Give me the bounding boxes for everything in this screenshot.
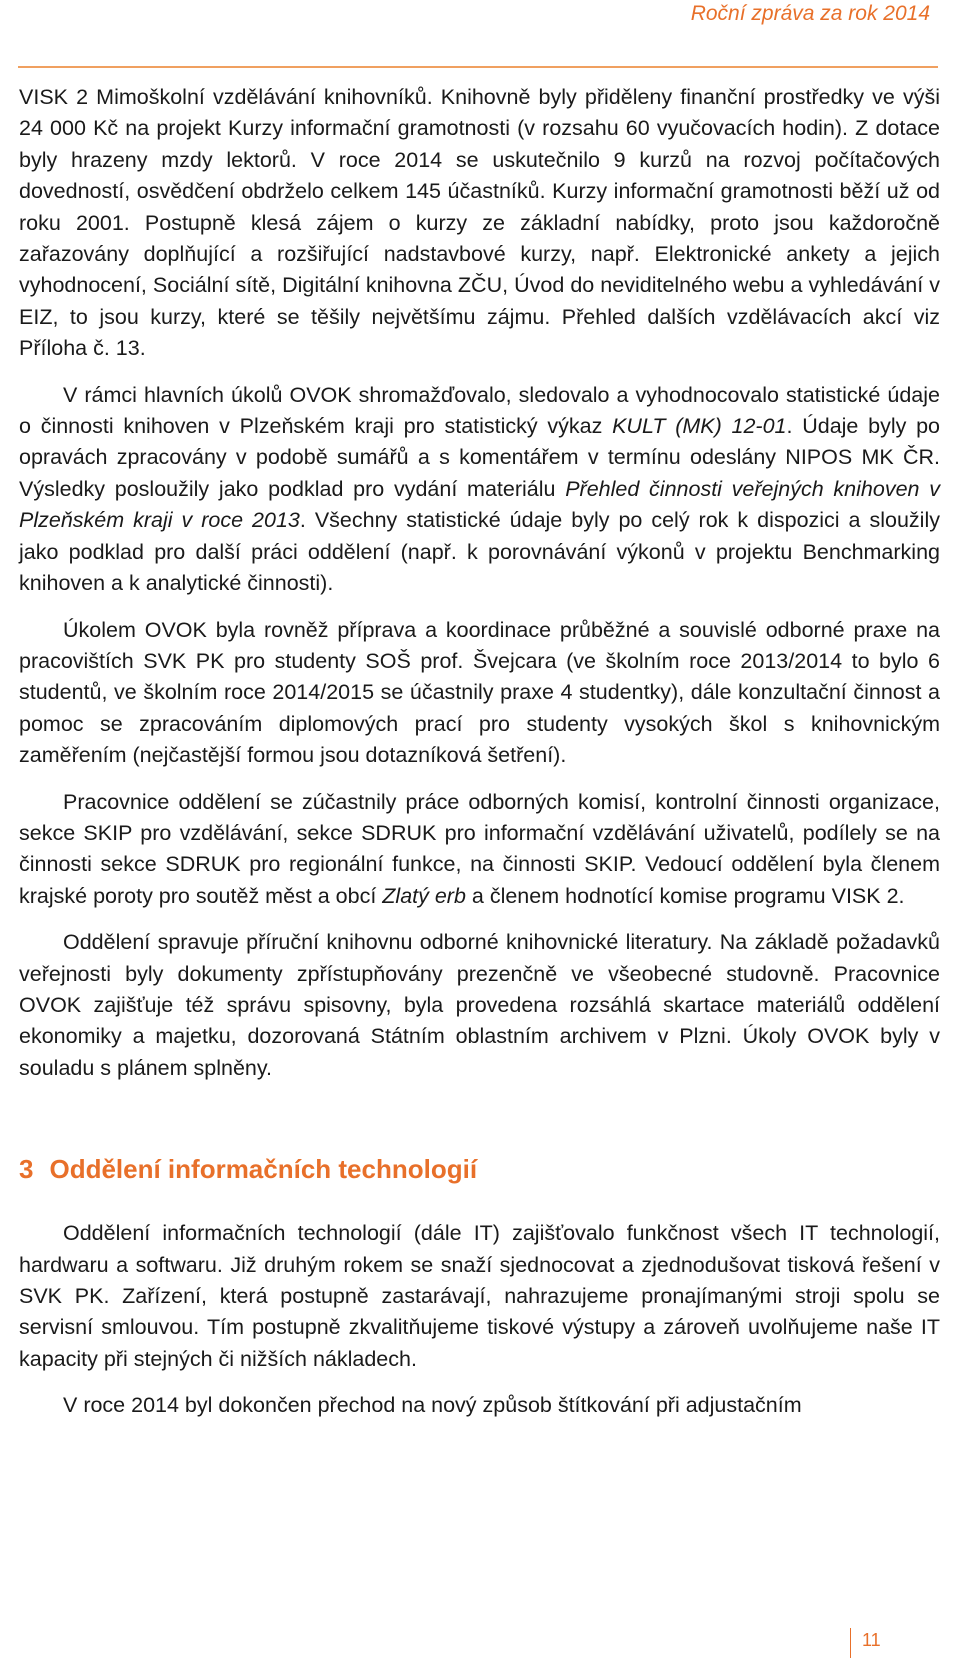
- kult-form-name: KULT (MK) 12-01: [612, 414, 787, 439]
- paragraph-it-intro: Oddělení informačních technologií (dále IT) zajišťovalo funkčnost všech IT technologií, hardwaru a softwaru. Již druhým rokem se snaží sjednocovat a zjednodušovat tisková řešení v SVK PK. Zařízení, která postupně zastarávají, nahrazujeme pronajímanými stroji spolu se servisní smlouvou. Tím postupně zkvalitňujeme tiskové výstupy a zároveň uvolňujeme naše IT kapacity při stejných či nižších nákladech.: [19, 1221, 940, 1371]
- header-rule: [18, 66, 938, 68]
- paragraph-visk2: VISK 2 Mimoškolní vzdělávání knihovníků. Knihovně byly přiděleny finanční prostředky ve výši 24 000 Kč na projekt Kurzy informační gramotnosti (v rozsahu 60 vyučovacích hodin). Z dotace byly hrazeny mzdy lektorů. V roce 2014 se uskutečnilo 9 kurzů na rozvoj počítačových dovedností, osvědčení obdrželo celkem 145 účastníků. Kurzy informační gramotnosti běží už od roku 2001. Postupně klesá zájem o kurzy ze základní nabídky, proto jsou každoročně zařazovány doplňující a rozšiřující nadstavbové kurzy, např. Elektronické ankety a jejich vyhodnocení, Sociální sítě, Digitální knihovna ZČU, Úvod do neviditelného webu a vyhledávání v EIZ, to jsou kurzy, které se těšily největšímu zájmu. Přehled dalších vzdělávacích akcí viz Příloha č. 13.: [19, 85, 940, 361]
- page-number: 11: [862, 1630, 881, 1650]
- paragraph-it-labels: V roce 2014 byl dokončen přechod na nový způsob štítkování při adjustačním: [63, 1393, 802, 1418]
- paragraph-practice: Úkolem OVOK byla rovněž příprava a koordinace průběžné a souvislé odborné praxe na pracovištích SVK PK pro studenty SOŠ prof. Švejcara (ve školním roce 2013/2014 to bylo 6 studentů, ve školním roce 2014/2015 se účastnily praxe 4 studentky), dále konzultační činnost a pomoc se zpracováním diplomových prací pro studenty vysokých škol s knihovnickým zaměřením (nejčastější formou jsou dotazníková šetření).: [19, 617, 940, 768]
- paragraph-statistics: V rámci hlavních úkolů OVOK shromažďovalo, sledovalo a vyhodnocovalo statistické údaje o činnosti knihoven v Plzeňském kraji pro statistický výkaz KULT (MK) 12-01. Údaje byly po opravách zpracovány v podobě sumářů a s komentářem v termínu odeslány NIPOS MK ČR. Výsledky posloužily jako podklad pro vydání materiálu Přehled činnosti veřejných knihoven v Plzeňském kraji v roce 2013. Všechny statistické údaje byly po celý rok k dispozici a sloužily jako podklad pro další práci oddělení (např. k porovnávání výkonů v projektu Benchmarking knihoven a k analytické činnosti).: [19, 382, 941, 596]
- section-number: 3: [19, 1154, 34, 1185]
- competition-name: Zlatý erb: [382, 883, 466, 908]
- section-heading: [19, 1152, 940, 1186]
- footer-rule: [850, 1628, 851, 1658]
- section-title: Oddělení informačních technologií: [49, 1154, 478, 1185]
- running-header: Roční zpráva za rok 2014: [690, 2, 930, 25]
- page-body: [19, 82, 940, 1422]
- publication-title: Přehled činnosti veřejných knihoven v Plzeňském kraji v roce 2013: [19, 476, 940, 533]
- paragraph-library: Oddělení spravuje příruční knihovnu odborné knihovnické literatury. Na základě požadavků veřejnosti byly dokumenty zpřístupňovány prezenčně ve všeobecné studovně. Pracovnice OVOK zajišťuje též správu spisovny, byla provedena rozsáhlá skartace materiálů oddělení ekonomiky a majetku, dozorovaná Státním oblastním archivem v Plzni. Úkoly OVOK byly v souladu s plánem splněny.: [19, 930, 940, 1080]
- paragraph-commissions: Pracovnice oddělení se zúčastnily práce odborných komisí, kontrolní činnosti organizace, sekce SKIP pro vzdělávání, sekce SDRUK pro informační vzdělávání uživatelů, podílely se na činnosti sekce SDRUK pro regionální funkce, na činnosti SKIP. Vedoucí oddělení byla členem krajské poroty pro soutěž měst a obcí Zlatý erb a členem hodnotící komise programu VISK 2.: [19, 789, 940, 908]
